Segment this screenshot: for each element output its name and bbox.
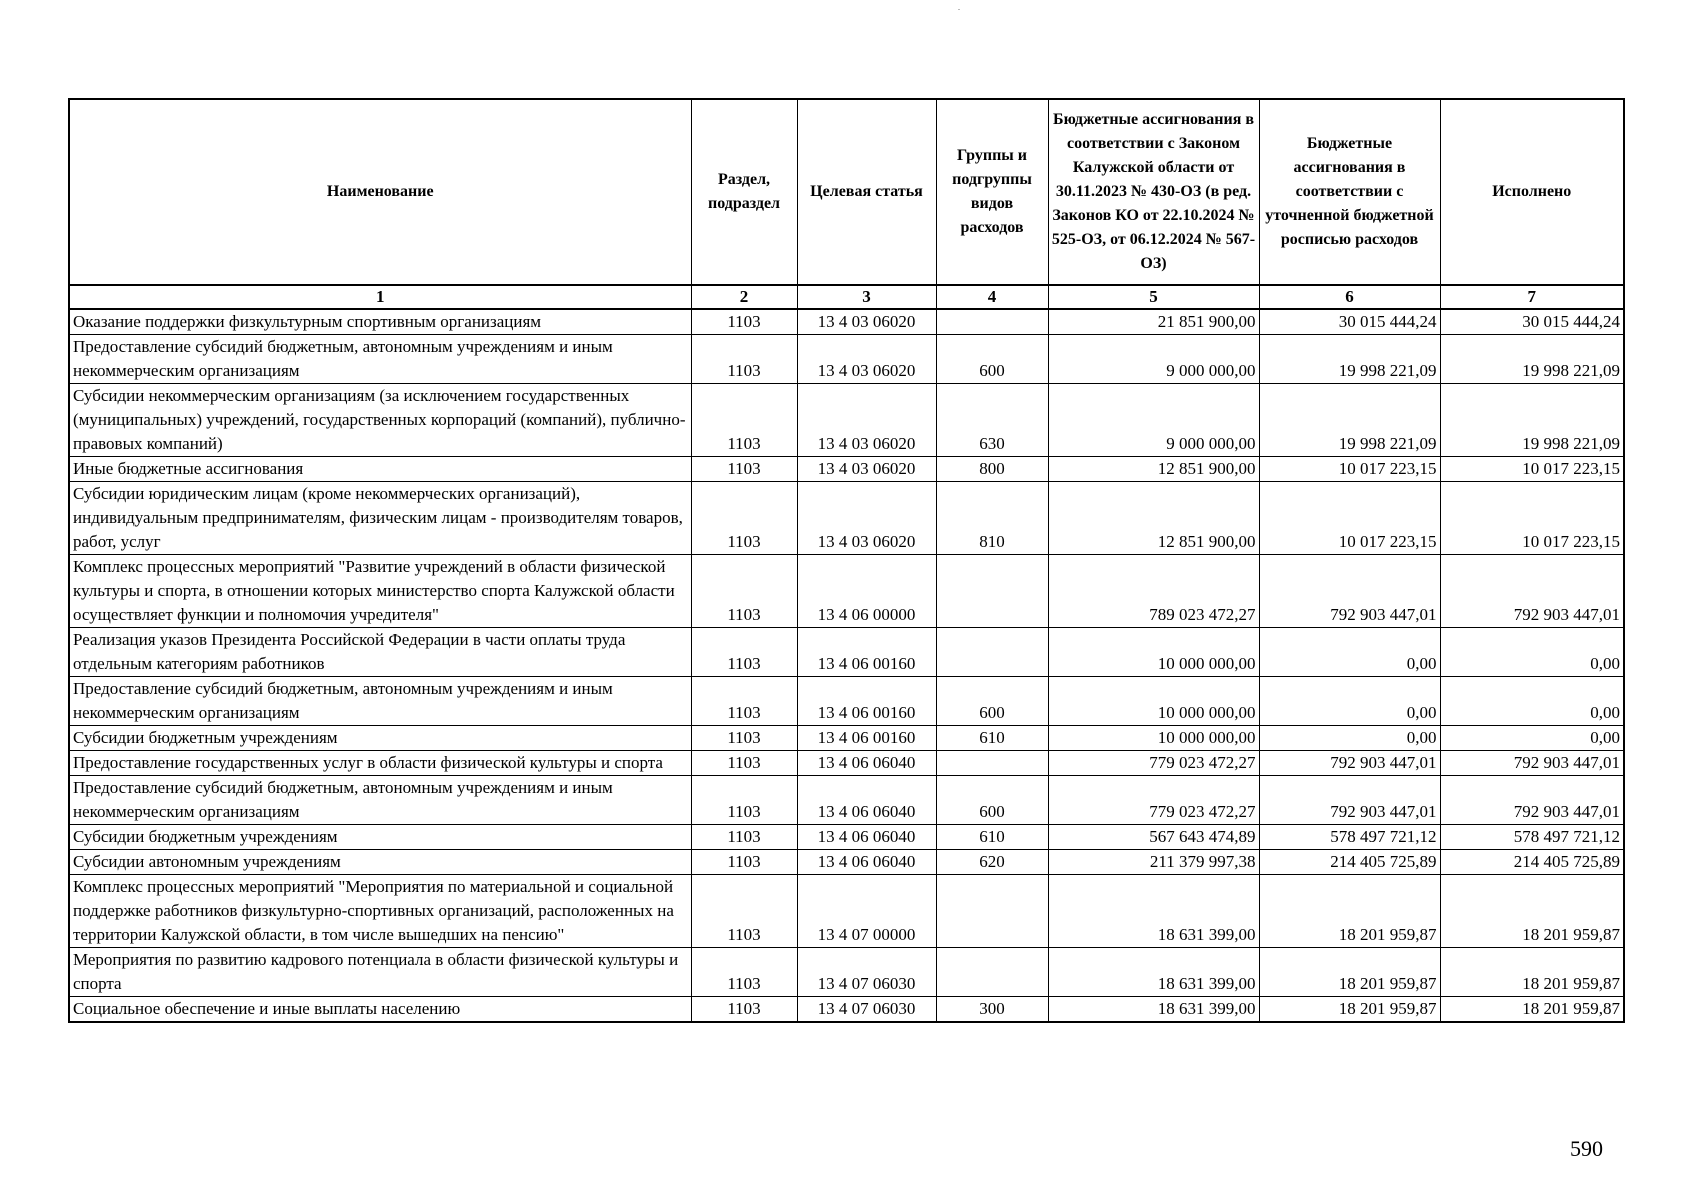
row-law: 21 851 900,00: [1048, 309, 1259, 335]
row-roster: 792 903 447,01: [1259, 751, 1440, 776]
row-article: 13 4 07 06030: [797, 997, 936, 1023]
row-law: 9 000 000,00: [1048, 335, 1259, 384]
row-section: 1103: [691, 335, 797, 384]
row-group: [936, 309, 1048, 335]
row-roster: 0,00: [1259, 677, 1440, 726]
row-executed: 0,00: [1440, 726, 1624, 751]
row-article: 13 4 06 00160: [797, 628, 936, 677]
row-group: 600: [936, 776, 1048, 825]
row-section: 1103: [691, 555, 797, 628]
header-name: Наименование: [69, 99, 691, 285]
row-executed: 19 998 221,09: [1440, 384, 1624, 457]
row-roster: 18 201 959,87: [1259, 948, 1440, 997]
row-executed: 0,00: [1440, 628, 1624, 677]
row-name: Предоставление субсидий бюджетным, автономным учреждениям и иным некоммерческим организациям: [69, 776, 691, 825]
row-article: 13 4 03 06020: [797, 384, 936, 457]
row-group: 600: [936, 677, 1048, 726]
row-law: 779 023 472,27: [1048, 776, 1259, 825]
row-executed: 18 201 959,87: [1440, 948, 1624, 997]
row-law: 18 631 399,00: [1048, 997, 1259, 1023]
table-row: [69, 457, 1624, 482]
row-name: Предоставление субсидий бюджетным, автономным учреждениям и иным некоммерческим организациям: [69, 335, 691, 384]
row-roster: 0,00: [1259, 726, 1440, 751]
row-section: 1103: [691, 677, 797, 726]
row-law: 779 023 472,27: [1048, 751, 1259, 776]
row-article: 13 4 06 06040: [797, 776, 936, 825]
column-number: 1: [69, 285, 691, 309]
header-row: [69, 99, 1624, 285]
header-roster-allocations: Бюджетные ассигнования в соответствии с уточненной бюджетной росписью расходов: [1259, 99, 1440, 285]
row-section: 1103: [691, 751, 797, 776]
row-executed: 18 201 959,87: [1440, 875, 1624, 948]
table-row: [69, 628, 1624, 677]
row-article: 13 4 03 06020: [797, 482, 936, 555]
row-name: Предоставление государственных услуг в области физической культуры и спорта: [69, 751, 691, 776]
row-roster: 18 201 959,87: [1259, 875, 1440, 948]
row-name: Предоставление субсидий бюджетным, автономным учреждениям и иным некоммерческим организациям: [69, 677, 691, 726]
row-section: 1103: [691, 997, 797, 1023]
row-name: Мероприятия по развитию кадрового потенциала в области физической культуры и спорта: [69, 948, 691, 997]
table-row: [69, 677, 1624, 726]
header-article: Целевая статья: [797, 99, 936, 285]
row-name: Иные бюджетные ассигнования: [69, 457, 691, 482]
row-roster: 19 998 221,09: [1259, 384, 1440, 457]
row-name: Субсидии юридическим лицам (кроме некоммерческих организаций), индивидуальным предпринимателям, физическим лицам - производителям товаров, работ, услуг: [69, 482, 691, 555]
table-header: [69, 99, 1624, 309]
row-article: 13 4 06 06040: [797, 825, 936, 850]
row-section: 1103: [691, 482, 797, 555]
row-group: [936, 875, 1048, 948]
row-executed: 10 017 223,15: [1440, 457, 1624, 482]
column-number: 7: [1440, 285, 1624, 309]
row-article: 13 4 07 06030: [797, 948, 936, 997]
row-name: Оказание поддержки физкультурным спортивным организациям: [69, 309, 691, 335]
row-roster: 578 497 721,12: [1259, 825, 1440, 850]
table-row: [69, 948, 1624, 997]
row-group: [936, 948, 1048, 997]
row-executed: 18 201 959,87: [1440, 997, 1624, 1023]
column-number: 4: [936, 285, 1048, 309]
row-group: 810: [936, 482, 1048, 555]
row-section: 1103: [691, 850, 797, 875]
row-article: 13 4 06 00160: [797, 726, 936, 751]
header-law-allocations: Бюджетные ассигнования в соответствии с Законом Калужской области от 30.11.2023 № 430-ОЗ (в ред. Законов КО от 22.10.2024 № 525-ОЗ, от 06.12.2024 № 567-ОЗ): [1048, 99, 1259, 285]
table-row: [69, 825, 1624, 850]
row-section: 1103: [691, 726, 797, 751]
header-executed: Исполнено: [1440, 99, 1624, 285]
row-section: 1103: [691, 384, 797, 457]
table-row: [69, 776, 1624, 825]
column-number: 3: [797, 285, 936, 309]
row-roster: 18 201 959,87: [1259, 997, 1440, 1023]
row-law: 12 851 900,00: [1048, 457, 1259, 482]
row-name: Комплекс процессных мероприятий "Мероприятия по материальной и социальной поддержке работников физкультурно-спортивных организаций, расположенных на территории Калужской области, в том числе вышедших на пенсию": [69, 875, 691, 948]
column-number: 5: [1048, 285, 1259, 309]
row-law: 567 643 474,89: [1048, 825, 1259, 850]
row-section: 1103: [691, 628, 797, 677]
row-section: 1103: [691, 825, 797, 850]
row-executed: 578 497 721,12: [1440, 825, 1624, 850]
row-law: 10 000 000,00: [1048, 628, 1259, 677]
row-executed: 792 903 447,01: [1440, 776, 1624, 825]
row-group: [936, 628, 1048, 677]
row-article: 13 4 03 06020: [797, 309, 936, 335]
row-article: 13 4 03 06020: [797, 457, 936, 482]
row-article: 13 4 03 06020: [797, 335, 936, 384]
row-executed: 792 903 447,01: [1440, 751, 1624, 776]
row-law: 10 000 000,00: [1048, 677, 1259, 726]
row-roster: 0,00: [1259, 628, 1440, 677]
row-section: 1103: [691, 457, 797, 482]
column-number: 6: [1259, 285, 1440, 309]
row-roster: 214 405 725,89: [1259, 850, 1440, 875]
row-executed: 214 405 725,89: [1440, 850, 1624, 875]
row-group: 300: [936, 997, 1048, 1023]
row-executed: 30 015 444,24: [1440, 309, 1624, 335]
row-law: 18 631 399,00: [1048, 948, 1259, 997]
row-article: 13 4 06 06040: [797, 751, 936, 776]
row-section: 1103: [691, 948, 797, 997]
table-row: [69, 482, 1624, 555]
table-row: [69, 555, 1624, 628]
row-name: Комплекс процессных мероприятий "Развитие учреждений в области физической культуры и спорта, в отношении которых министерство спорта Калужской области осуществляет функции и полномочия учредителя": [69, 555, 691, 628]
row-law: 789 023 472,27: [1048, 555, 1259, 628]
row-executed: 792 903 447,01: [1440, 555, 1624, 628]
row-executed: 0,00: [1440, 677, 1624, 726]
row-group: 610: [936, 726, 1048, 751]
row-section: 1103: [691, 776, 797, 825]
row-article: 13 4 06 06040: [797, 850, 936, 875]
row-roster: 792 903 447,01: [1259, 776, 1440, 825]
row-section: 1103: [691, 875, 797, 948]
row-roster: 30 015 444,24: [1259, 309, 1440, 335]
table-row: [69, 850, 1624, 875]
row-name: Субсидии автономным учреждениям: [69, 850, 691, 875]
table-row: [69, 309, 1624, 335]
row-law: 10 000 000,00: [1048, 726, 1259, 751]
row-law: 12 851 900,00: [1048, 482, 1259, 555]
row-name: Субсидии бюджетным учреждениям: [69, 726, 691, 751]
row-article: 13 4 06 00160: [797, 677, 936, 726]
row-name: Социальное обеспечение и иные выплаты населению: [69, 997, 691, 1023]
row-name: Реализация указов Президента Российской Федерации в части оплаты труда отдельным категориям работников: [69, 628, 691, 677]
table-row: [69, 726, 1624, 751]
row-group: [936, 751, 1048, 776]
row-group: 630: [936, 384, 1048, 457]
row-group: 610: [936, 825, 1048, 850]
row-article: 13 4 07 00000: [797, 875, 936, 948]
header-expense-group: Группы и подгруппы видов расходов: [936, 99, 1048, 285]
row-name: Субсидии некоммерческим организациям (за исключением государственных (муниципальных) учреждений, государственных корпораций (компаний), публично-правовых компаний): [69, 384, 691, 457]
table-row: [69, 384, 1624, 457]
row-section: 1103: [691, 309, 797, 335]
budget-table: [68, 98, 1625, 1023]
row-roster: 792 903 447,01: [1259, 555, 1440, 628]
table-row: [69, 875, 1624, 948]
table-row: [69, 751, 1624, 776]
row-executed: 10 017 223,15: [1440, 482, 1624, 555]
row-law: 18 631 399,00: [1048, 875, 1259, 948]
header-section: Раздел, подраздел: [691, 99, 797, 285]
row-group: [936, 555, 1048, 628]
table-row: [69, 997, 1624, 1023]
row-law: 211 379 997,38: [1048, 850, 1259, 875]
row-law: 9 000 000,00: [1048, 384, 1259, 457]
row-roster: 10 017 223,15: [1259, 457, 1440, 482]
column-number-row: [69, 285, 1624, 309]
row-article: 13 4 06 00000: [797, 555, 936, 628]
page-number: 590: [1570, 1136, 1603, 1161]
table-body: [69, 309, 1624, 1022]
row-group: 620: [936, 850, 1048, 875]
row-roster: 19 998 221,09: [1259, 335, 1440, 384]
column-number: 2: [691, 285, 797, 309]
row-executed: 19 998 221,09: [1440, 335, 1624, 384]
row-group: 600: [936, 335, 1048, 384]
row-group: 800: [936, 457, 1048, 482]
row-roster: 10 017 223,15: [1259, 482, 1440, 555]
table-row: [69, 335, 1624, 384]
row-name: Субсидии бюджетным учреждениям: [69, 825, 691, 850]
scan-speck: [958, 9, 960, 10]
